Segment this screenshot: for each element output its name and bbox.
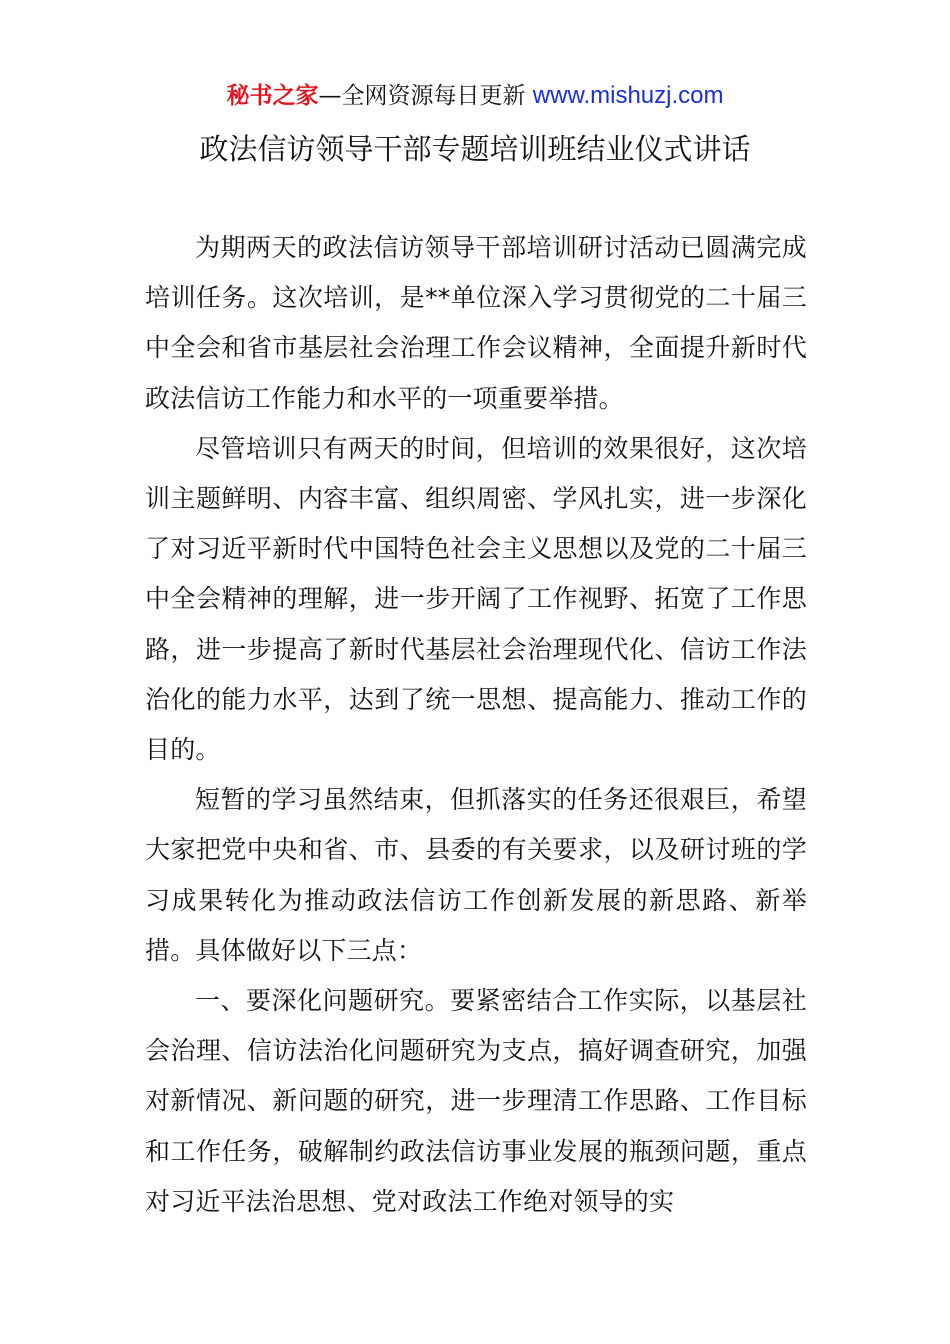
site-brand: 秘书之家 (226, 83, 319, 109)
site-header (0, 80, 950, 112)
document-body (145, 223, 807, 1227)
paragraph-1: 为期两天的政法信访领导干部培训研讨活动已圆满完成培训任务。这次培训，是**单位深入学习贯彻党的二十届三中全会和省市基层社会治理工作会议精神，全面提升新时代政法信访工作能力和水平的一项重要举措。 (145, 233, 807, 413)
site-tagline: —全网资源每日更新 (318, 83, 533, 109)
paragraph-3: 短暂的学习虽然结束，但抓落实的任务还很艰巨，希望大家把党中央和省、市、县委的有关要求，以及研讨班的学习成果转化为推动政法信访工作创新发展的新思路、新举措。具体做好以下三点： (145, 785, 807, 965)
paragraph-2: 尽管培训只有两天的时间，但培训的效果很好，这次培训主题鲜明、内容丰富、组织周密、学风扎实，进一步深化了对习近平新时代中国特色社会主义思想以及党的二十届三中全会精神的理解，进一步开阔了工作视野、拓宽了工作思路，进一步提高了新时代基层社会治理现代化、信访工作法治化的能力水平，达到了统一思想、提高能力、推动工作的目的。 (145, 433, 807, 765)
paragraph-4: 一、要深化问题研究。要紧密结合工作实际，以基层社会治理、信访法治化问题研究为支点，搞好调查研究，加强对新情况、新问题的研究，进一步理清工作思路、工作目标和工作任务，破解制约政法信访事业发展的瓶颈问题，重点对习近平法治思想、党对政法工作绝对领导的实 (145, 986, 807, 1216)
site-url-link[interactable]: www.mishuzj.com (532, 82, 724, 109)
document-title: 政法信访领导干部专题培训班结业仪式讲话 (199, 132, 751, 166)
